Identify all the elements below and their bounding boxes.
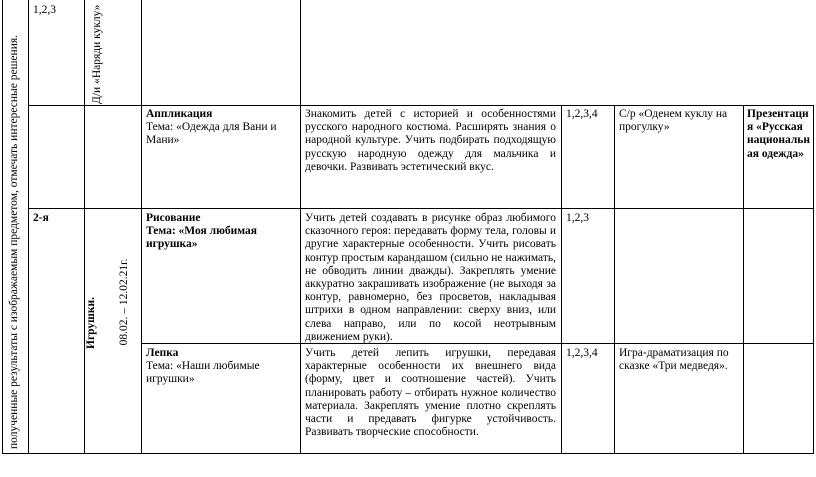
theme-title: Игрушки. <box>85 297 97 349</box>
grid-line <box>28 105 814 106</box>
row2-presentation: Презентация «Русская национальная одежда» <box>747 108 811 160</box>
grid-line <box>2 453 814 454</box>
row2-activity-title: Аппликация <box>146 108 213 120</box>
grid-line <box>141 0 142 454</box>
row3-number: 1,2,3 <box>566 212 589 224</box>
grid-line <box>28 208 814 209</box>
row3-goals: Учить детей создавать в рисунке образ любимого сказочного героя: передавать форму тела, головы и другие характерные особенности. Учить рисовать контур простым карандашом (сильно не нажимать, не обводить линии дважды). Закреплять умение аккуратно закрашивать изображение (не выходя за контур, равномерно, без просветов, накладывая штрихи в одном направлении: сверху вниз, или слева направо, или по косой неотрывным движением руки). <box>305 212 556 343</box>
row4-activity-title: Лепка <box>146 347 179 359</box>
grid-line <box>2 0 3 454</box>
grid-line <box>84 0 85 454</box>
grid-line <box>300 0 301 454</box>
grid-line <box>28 0 29 454</box>
grid-line <box>813 105 814 454</box>
row1-game-label: Д/и «Наряди куклу» <box>91 4 103 104</box>
row2-goals: Знакомить детей с историей и особенностями русского народного костюма. Расширять знания о народной культуре. Учить подбирать подходящую русскую народную одежду для мальчика и девочки. Развивать эстетический вкус. <box>305 108 556 173</box>
row2-joint-activity: С/р «Оденем куклу на прогулку» <box>619 108 728 134</box>
row4-topic: Тема: «Наши любимые игрушки» <box>146 360 260 386</box>
row2-activity-cell <box>146 108 296 148</box>
continuation-text: полученные результаты с изображаемым предметом, отмечать интересные решения. <box>8 34 20 449</box>
row3-topic: Тема: «Моя любимая игрушка» <box>146 225 257 251</box>
row3-activity-cell <box>146 212 296 252</box>
row2-topic: Тема: «Одежда для Вани и Мани» <box>146 121 277 147</box>
grid-line <box>561 105 562 454</box>
row4-goals: Учить детей лепить игрушки, передавая характерные особенности их внешнего вида (форму, цвет и соотношение частей). Учить планировать работу – отбирать нужное количество материала. Закреплять умение плотно скреплять части и предавать фигурке устойчивость. Развивать творческие способности. <box>305 347 556 439</box>
row4-joint-activity: Игра-драматизация по сказке «Три медведя». <box>619 347 729 373</box>
theme-dates: 08.02. – 12.02.21г. <box>118 258 130 346</box>
grid-line <box>614 105 615 454</box>
row2-number: 1,2,3,4 <box>566 108 598 120</box>
row4-activity-cell <box>146 347 296 387</box>
grid-line <box>743 105 744 454</box>
week-label: 2-я <box>33 212 49 224</box>
row3-activity-title: Рисование <box>146 212 201 224</box>
row4-number: 1,2,3,4 <box>566 347 598 359</box>
row1-number: 1,2,3 <box>33 4 56 16</box>
